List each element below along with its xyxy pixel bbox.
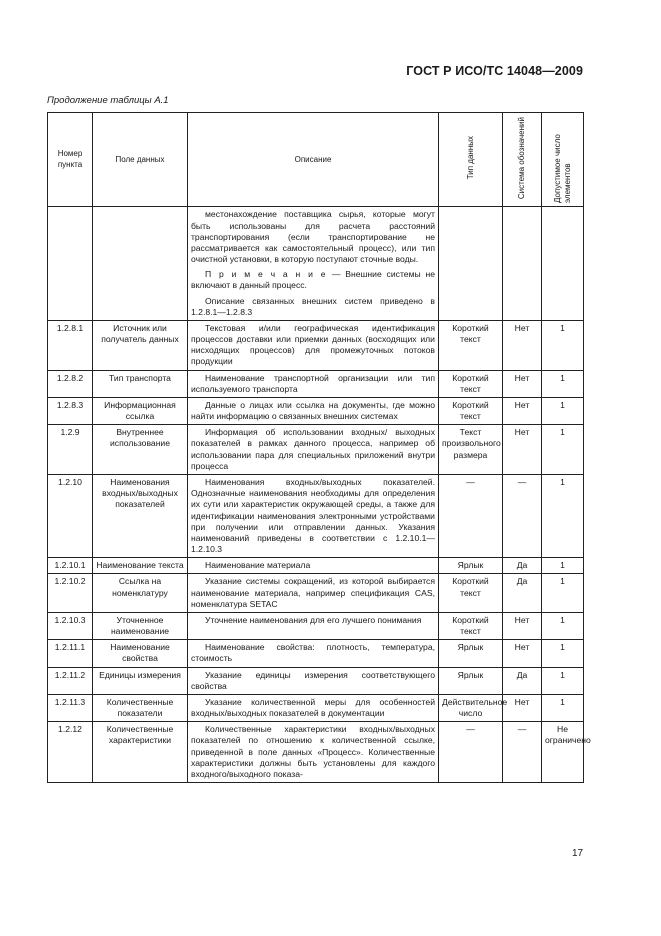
cell-system: Нет — [503, 320, 542, 370]
col-header-type-text: Тип данных — [465, 136, 475, 180]
cell-num: 1.2.8.3 — [48, 397, 93, 424]
cell-type: Короткий текст — [439, 612, 503, 639]
cell-desc — [188, 722, 439, 783]
cell-field: Наименование текста — [93, 558, 188, 574]
desc-paragraph: местонахождение поставщика сырья, которые могут быть использованы для расчета расстояний транспортирования (если транспортирование не рассматривается как самостоятельный процесс), или тип очистной установки, в которую поступают сточные воды. — [191, 209, 435, 265]
note-label: П р и м е ч а н и е — [205, 269, 327, 280]
cell-num: 1.2.11.2 — [48, 667, 93, 694]
desc-paragraph: Наименование транспортной организации или тип используемого транспорта — [191, 372, 435, 394]
cell-desc — [188, 207, 439, 321]
cell-type: Ярлык — [439, 640, 503, 667]
cell-desc — [188, 320, 439, 370]
table-row — [48, 640, 584, 667]
cell-allowed: Не ограничено — [542, 722, 584, 783]
desc-paragraph: Наименование материала — [205, 560, 311, 571]
col-header-allowed-text: Допустимое число элементов — [552, 134, 572, 203]
cell-system: Да — [503, 574, 542, 613]
table-row — [48, 475, 584, 558]
cell-num: 1.2.11.3 — [48, 694, 93, 721]
table-row-continuation — [48, 207, 584, 321]
cell-system: — — [503, 722, 542, 783]
desc-paragraph: Текстовая и/или географическая идентификация процессов доставки или приемки данных (восходящих или нисходящих процессов) для промежуточных потоков продукции — [191, 322, 435, 367]
cell-system: — — [503, 475, 542, 558]
cell-system: Да — [503, 667, 542, 694]
table-row — [48, 425, 584, 475]
cell-allowed — [542, 207, 584, 321]
cell-allowed: 1 — [542, 694, 584, 721]
cell-allowed: 1 — [542, 667, 584, 694]
cell-type: Короткий текст — [439, 574, 503, 613]
cell-system: Нет — [503, 370, 542, 397]
cell-allowed: 1 — [542, 574, 584, 613]
cell-system: Нет — [503, 425, 542, 475]
cell-allowed: 1 — [542, 558, 584, 574]
col-header-type — [439, 113, 503, 207]
table-caption: Продолжение таблицы А.1 — [47, 95, 169, 106]
table-header-row — [48, 113, 584, 207]
col-header-system — [503, 113, 542, 207]
cell-type: Короткий текст — [439, 397, 503, 424]
cell-desc — [188, 574, 439, 613]
cell-field: Количественные характеристики — [93, 722, 188, 783]
desc-paragraph: Количественные характеристики входных/выходных показателей по отношению к количественной ссылке, приведенной в поле данных «Процесс». Количественные характеристики должны быть установлены для каждого входного/выходного показа- — [191, 724, 435, 779]
cell-desc — [188, 612, 439, 639]
cell-desc — [188, 370, 439, 397]
cell-num: 1.2.12 — [48, 722, 93, 783]
cell-num: 1.2.8.2 — [48, 370, 93, 397]
cell-num — [48, 207, 93, 321]
desc-paragraph: Данные о лицах или ссылка на документы, где можно найти информацию о связанных внешних системах — [191, 399, 435, 422]
desc-paragraph: Наименования входных/выходных показателей. Однозначные наименования необходимы для определения их сути или характеристик окружающей среды, а также для идентификации наименования электронными устройствами при получении или отправлении данных. Указания наименований приведены в соответствии с 1.2.10.1—1.2.10.3 — [191, 477, 435, 555]
cell-field: Наименование свойства — [93, 640, 188, 667]
col-header-allowed — [542, 113, 584, 207]
cell-allowed: 1 — [542, 320, 584, 370]
cell-allowed: 1 — [542, 475, 584, 558]
table-row — [48, 558, 584, 574]
cell-type: Короткий текст — [439, 320, 503, 370]
cell-type: Ярлык — [439, 558, 503, 574]
cell-num: 1.2.10.2 — [48, 574, 93, 613]
page-number: 17 — [572, 848, 584, 859]
table-row — [48, 694, 584, 721]
cell-field: Ссылка на номенклатуру — [93, 574, 188, 613]
cell-type: Ярлык — [439, 667, 503, 694]
cell-allowed: 1 — [542, 397, 584, 424]
desc-paragraph: Указание единицы измерения соответствующего свойства — [191, 669, 435, 691]
cell-desc — [188, 558, 439, 574]
cell-allowed: 1 — [542, 640, 584, 667]
cell-type — [439, 207, 503, 321]
cell-num: 1.2.10.1 — [48, 558, 93, 574]
cell-type: — — [439, 722, 503, 783]
cell-field: Источник или получатель данных — [93, 320, 188, 370]
cell-field: Уточненное наименование — [93, 612, 188, 639]
table-row — [48, 320, 584, 370]
table-row — [48, 574, 584, 613]
cell-field: Количественные показатели — [93, 694, 188, 721]
cell-type: Действительное число — [439, 694, 503, 721]
table-row — [48, 397, 584, 424]
cell-allowed: 1 — [542, 370, 584, 397]
table-row — [48, 612, 584, 639]
desc-paragraph: Информация об использовании входных/ выходных показателей в рамках данного процесса, например об использовании пара для специальных приложений внутри процесса — [191, 427, 435, 471]
cell-system: Да — [503, 558, 542, 574]
cell-field — [93, 207, 188, 321]
table-row — [48, 370, 584, 397]
cell-field: Единицы измерения — [93, 667, 188, 694]
cell-system: Нет — [503, 397, 542, 424]
cell-desc — [188, 667, 439, 694]
col-header-system-text: Система обозначений — [517, 116, 526, 200]
note-text: — Внешние системы не включают в данный процесс. — [191, 269, 436, 291]
col-header-field: Поле данных — [93, 113, 188, 207]
desc-paragraph: Указание количественной меры для особенностей входных/выходных показателей в документации — [191, 696, 435, 719]
cell-num: 1.2.8.1 — [48, 320, 93, 370]
col-header-desc: Описание — [188, 113, 439, 207]
cell-desc — [188, 397, 439, 424]
cell-allowed: 1 — [542, 612, 584, 639]
desc-note — [191, 269, 435, 291]
cell-system — [503, 207, 542, 321]
cell-type: Текст произвольного размера — [439, 425, 503, 475]
cell-num: 1.2.9 — [48, 425, 93, 475]
table-row — [48, 667, 584, 694]
cell-field: Наименования входных/выходных показателей — [93, 475, 188, 558]
cell-num: 1.2.11.1 — [48, 640, 93, 667]
cell-num: 1.2.10 — [48, 475, 93, 558]
desc-paragraph: Указание системы сокращений, из которой выбирается наименование материала, например спецификация CAS, номенклатура SETAC — [191, 576, 435, 609]
cell-field: Тип транспорта — [93, 370, 188, 397]
cell-system: Нет — [503, 612, 542, 639]
cell-type: — — [439, 475, 503, 558]
cell-field: Внутреннее использование — [93, 425, 188, 475]
cell-num: 1.2.10.3 — [48, 612, 93, 639]
cell-system: Нет — [503, 640, 542, 667]
cell-desc — [188, 475, 439, 558]
data-table — [47, 112, 591, 783]
cell-desc — [188, 694, 439, 721]
desc-paragraph: Наименование свойства: плотность, температура, стоимость — [191, 642, 435, 664]
cell-desc — [188, 425, 439, 475]
desc-paragraph: Описание связанных внешних систем приведено в 1.2.8.1—1.2.8.3 — [191, 295, 435, 317]
cell-allowed: 1 — [542, 425, 584, 475]
cell-desc — [188, 640, 439, 667]
cell-field: Информационная ссылка — [93, 397, 188, 424]
cell-type: Короткий текст — [439, 370, 503, 397]
table-row — [48, 722, 584, 783]
cell-system: Нет — [503, 694, 542, 721]
col-header-num: Номер пункта — [48, 113, 93, 207]
desc-paragraph: Уточнение наименования для его лучшего понимания — [205, 614, 422, 625]
standard-designation: ГОСТ Р ИСО/ТС 14048—2009 — [406, 64, 583, 78]
